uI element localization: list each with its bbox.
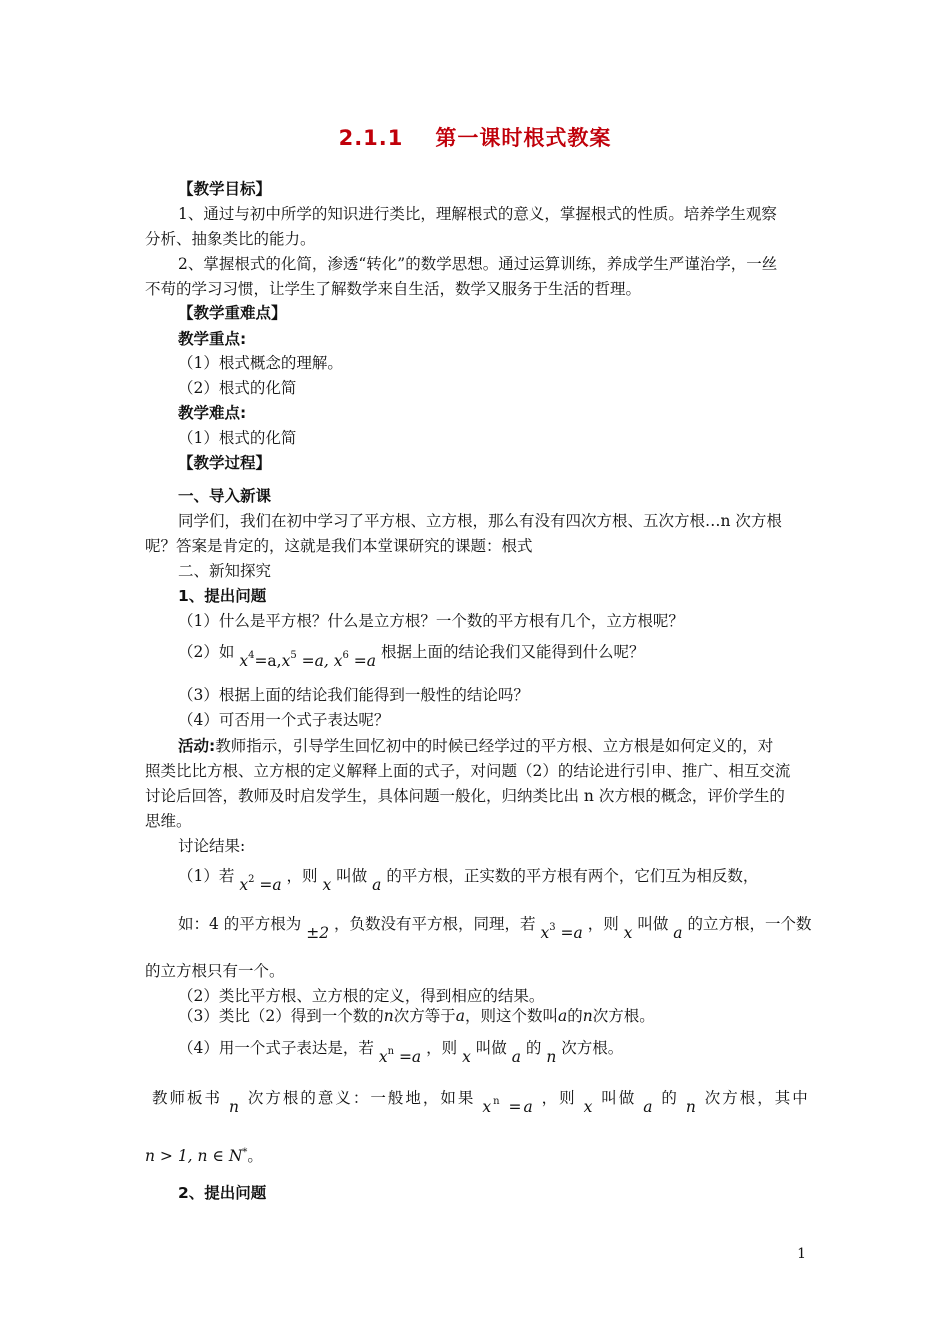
section-1-title: 一、导入新课 (178, 487, 272, 505)
condition-formula: n > 1, n ∈ N (145, 1147, 243, 1166)
activity-label: 活动: (178, 737, 216, 755)
board-text-c: ，则 (541, 1089, 577, 1107)
var-a: a (372, 876, 382, 894)
result-3-text-b: 次方等于 (393, 1007, 456, 1025)
result-3 (178, 1005, 843, 1027)
section-1-para-b: 呢？答案是肯定的，这就是我们本堂课研究的课题：根式 (145, 537, 533, 555)
objective-1-line-b: 分析、抽象类比的能力。 (145, 230, 316, 248)
result-4-text-d: 的 (525, 1039, 542, 1057)
var-a: a (455, 1007, 465, 1025)
objective-2-line-b: 不苟的学习习惯，让学生了解数学来自生活，数学又服务于生活的哲理。 (145, 280, 642, 298)
question-2-prefix: （2）如 (178, 643, 235, 661)
nth-formula: $x^n =a$ (378, 1046, 422, 1066)
result-1-text-c: 叫做 (336, 867, 368, 885)
condition-end: 。 (247, 1147, 263, 1166)
activity-line-1 (178, 735, 843, 757)
question-2-formula: $x^4=a,x^5 =a$, $x^6 =a$ (239, 650, 377, 670)
cube-formula: $x^3 =a$ (540, 922, 583, 942)
objective-1-line-a: 1、通过与初中所学的知识进行类比，理解根式的意义，掌握根式的性质。培养学生观察 (178, 205, 777, 223)
result-1-end: 的立方根只有一个。 (145, 962, 285, 980)
var-a: a (511, 1048, 521, 1066)
focus-item-1: （1）根式概念的理解。 (178, 354, 343, 372)
result-4-text-e: 次方根。 (561, 1039, 624, 1057)
result-3-text-e: 次方根。 (592, 1007, 655, 1025)
var-a: a (558, 1007, 568, 1025)
section-2-title: 二、新知探究 (178, 562, 272, 580)
result-2: （2）类比平方根、立方根的定义，得到相应的结果。 (178, 987, 545, 1005)
activity-line-4: 思维。 (145, 812, 192, 830)
result-4-text-c: 叫做 (475, 1039, 507, 1057)
board-text-f: 次方根，其中 (704, 1089, 810, 1107)
var-n: n (383, 1007, 394, 1025)
example-text-d: 叫做 (637, 915, 669, 933)
focus-item-2: （2）根式的化简 (178, 379, 297, 397)
var-n: n (228, 1098, 241, 1116)
example-text-e: 的立方根，一个数 (687, 915, 812, 933)
page-number: 1 (797, 1246, 806, 1262)
board-text-a: 教师板书 (152, 1089, 223, 1107)
question-2 (178, 636, 843, 670)
focus-label: 教学重点: (178, 330, 247, 348)
board-text-b: 次方根的意义：一般地，如果 (247, 1089, 476, 1107)
objectives-heading: 【教学目标】 (178, 180, 272, 198)
page-title (0, 122, 950, 152)
var-a: a (643, 1098, 655, 1116)
result-4 (178, 1032, 843, 1066)
result-1-text-d: 的平方根，正实数的平方根有两个，它们互为相反数， (386, 867, 759, 885)
activity-line-3: 讨论后回答，教师及时启发学生，具体问题一般化，归纳类比出 n 次方根的概念，评价学生的 (145, 787, 785, 805)
activity-line-2: 照类比比方根、立方根的定义解释上面的式子，对问题（2）的结论进行引申、推广、相互交流 (145, 762, 791, 780)
board-condition: n > 1, n ∈ N*。 (145, 1147, 263, 1166)
result-4-text-b: ，则 (426, 1039, 458, 1057)
question-heading: 1、提出问题 (178, 587, 267, 605)
difficult-item-1: （1）根式的化简 (178, 429, 297, 447)
result-1-formula: $x^2 =a$ (239, 874, 282, 894)
board-text-e: 的 (661, 1089, 679, 1107)
example-text-a: 如：4 的平方根为 (178, 915, 302, 933)
var-x: x (322, 876, 332, 894)
result-1-text-a: （1）若 (178, 867, 235, 885)
example-text-b: ，负数没有平方根，同理，若 (334, 915, 536, 933)
discussion-label: 讨论结果: (178, 837, 246, 855)
process-heading: 【教学过程】 (178, 454, 272, 472)
result-3-text-d: 的 (567, 1007, 583, 1025)
key-points-heading: 【教学重难点】 (178, 304, 287, 322)
result-3-text-a: （3）类比（2）得到一个数的 (178, 1007, 384, 1025)
title-text: 第一课时根式教案 (435, 126, 612, 150)
question-3: （3）根据上面的结论我们能得到一般性的结论吗？ (178, 686, 529, 704)
teacher-board-line (152, 1082, 810, 1116)
section-1-para-a: 同学们，我们在初中学习了平方根、立方根，那么有没有四次方根、五次方根…n 次方根 (178, 512, 782, 530)
question-2-suffix: 根据上面的结论我们又能得到什么呢？ (380, 643, 645, 661)
plus-minus-two: ±2 (306, 924, 330, 942)
example-text-c: ，则 (587, 915, 619, 933)
question-4: （4）可否用一个式子表达呢？ (178, 711, 390, 729)
activity-text-1: 教师指示，引导学生回忆初中的时候已经学过的平方根、立方根是如何定义的，对 (215, 737, 774, 755)
difficult-label: 教学难点: (178, 404, 247, 422)
var-n: n (546, 1048, 557, 1066)
var-x: x (583, 1098, 595, 1116)
next-question-heading: 2、提出问题 (178, 1184, 267, 1202)
var-n: n (582, 1007, 593, 1025)
board-formula: $x^n =a$ (482, 1096, 535, 1116)
objective-2-line-a: 2、掌握根式的化简，渗透“转化”的数学思想。通过运算训练，养成学生严谨治学，一丝 (178, 255, 778, 273)
result-3-text-c: ，则这个数叫 (464, 1007, 558, 1025)
result-1 (178, 860, 843, 894)
var-x: x (462, 1048, 471, 1066)
var-x: x (623, 924, 633, 942)
board-text-d: 叫做 (601, 1089, 637, 1107)
var-a: a (673, 924, 683, 942)
question-1: （1）什么是平方根？什么是立方根？一个数的平方根有几个，立方根呢？ (178, 612, 684, 630)
result-1-text-b: ，则 (286, 867, 318, 885)
section-number: 2.1.1 (338, 126, 404, 150)
var-n: n (685, 1098, 698, 1116)
result-1-example (178, 908, 843, 942)
result-4-text-a: （4）用一个式子表达是，若 (178, 1039, 374, 1057)
